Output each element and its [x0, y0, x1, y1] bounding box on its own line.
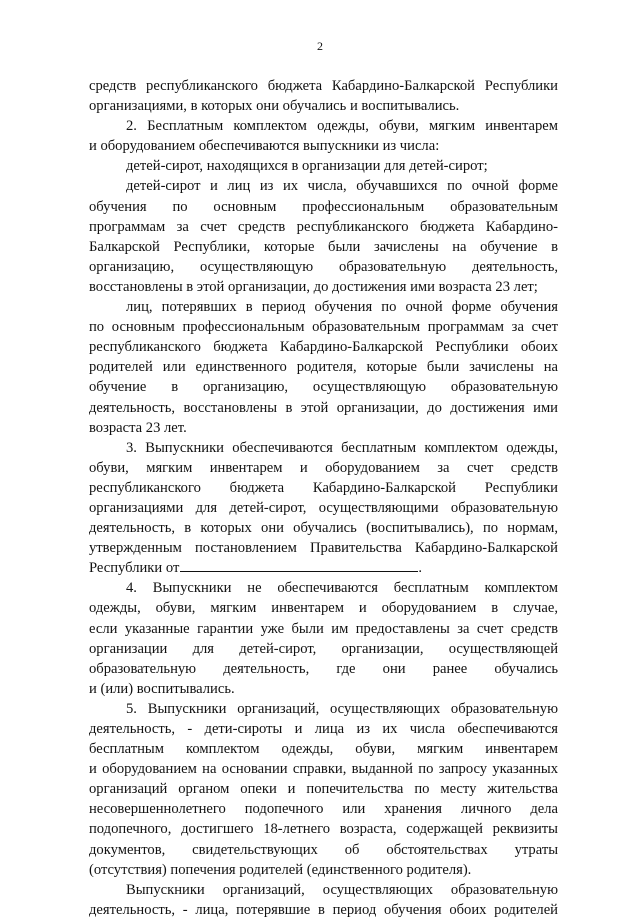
- text-fragment: Республики от: [89, 560, 180, 577]
- text-line: Выпускники организаций, осуществляющих образовательную: [126, 881, 558, 898]
- text-line: возраста 23 лет.: [89, 419, 187, 436]
- text-line: лиц, потерявших в период обучения по очной форме обучения: [126, 299, 558, 316]
- text-line: Балкарской Республики, которые были зачислены на обучение в: [89, 238, 558, 255]
- paragraph-graduates-lost-parents: [89, 880, 558, 920]
- text-line: 2. Бесплатным комплектом одежды, обуви, мягким инвентарем: [126, 118, 558, 135]
- text-line: детей-сирот и лиц из их числа, обучавшихся по очной форме: [126, 178, 558, 195]
- text-line: несовершеннолетнего подопечного или хранения личного дела: [89, 801, 558, 818]
- text-line: республиканского бюджета Кабардино-Балкарской Республики обоих: [89, 339, 558, 356]
- text-line: по основным профессиональным образовательным программам за счет: [89, 319, 558, 336]
- text-line: организацию, осуществляющую образовательную деятельность,: [89, 258, 558, 275]
- text-line: деятельность, в которых они обучались (воспитывались), по нормам,: [89, 520, 558, 537]
- text-line: 4. Выпускники не обеспечиваются бесплатным комплектом: [126, 580, 558, 597]
- text-line: деятельность, - дети-сироты и лица из их числа обеспечиваются: [89, 721, 558, 737]
- date-blank-line: [180, 558, 418, 572]
- paragraph-orphans-full-time-study: [89, 176, 558, 297]
- text-line: детей-сирот, находящихся в организации для детей-сирот;: [126, 158, 488, 175]
- text-line: организаций органом опеки и попечительства по месту жительства: [89, 781, 558, 798]
- paragraph-item-4: [89, 578, 558, 699]
- text-line: организациями для детей-сирот, осуществляющими образовательную: [89, 499, 558, 516]
- text-line: деятельность, - лица, потерявшие в период обучения обоих родителей: [89, 901, 558, 918]
- text-line: и оборудованием обеспечиваются выпускники из числа:: [89, 138, 440, 155]
- text-line: и оборудованием на основании справки, выданной по запросу указанных: [89, 761, 558, 778]
- paragraph-orphans-in-organization: [89, 156, 558, 176]
- text-line: образовательную деятельность, где они ранее обучались: [89, 660, 558, 677]
- text-line: одежды, обуви, мягким инвентарем и оборудованием в случае,: [89, 600, 558, 617]
- page-number: 2: [317, 39, 323, 53]
- text-line: обуви, мягким инвентарем и оборудованием за счет средств: [89, 459, 558, 476]
- text-line: средств республиканского бюджета Кабардино-Балкарской Республики: [89, 78, 558, 94]
- text-fragment: .: [418, 560, 422, 577]
- text-line: 3. Выпускники обеспечиваются бесплатным комплектом одежды,: [126, 439, 558, 456]
- text-line: документов, свидетельствующих об обстоятельствах утраты: [89, 841, 558, 858]
- text-line: обучения по основным профессиональным образовательным: [89, 198, 558, 215]
- text-line: республиканского бюджета Кабардино-Балкарской Республики: [89, 479, 558, 496]
- paragraph-continuation: [89, 76, 558, 116]
- paragraph-item-3: [89, 438, 558, 579]
- paragraph-item-5: [89, 699, 558, 880]
- text-line: восстановлены в этой организации, до достижения ими возраста 23 лет;: [89, 278, 538, 295]
- document-body: [89, 76, 558, 920]
- paragraph-persons-lost-parents: [89, 297, 558, 438]
- text-line-with-blank: [89, 558, 558, 578]
- paragraph-item-2: [89, 116, 558, 156]
- text-line: если указанные гарантии уже были им предоставлены за счет средств: [89, 620, 558, 637]
- text-line: подопечного, достигшего 18-летнего возраста, содержащей реквизиты: [89, 821, 558, 838]
- text-line: организациями, в которых они обучались и воспитывались.: [89, 98, 460, 115]
- text-line: и (или) воспитывались.: [89, 680, 235, 697]
- text-line: деятельность, восстановлены в этой организации, до достижения ими: [89, 399, 558, 416]
- text-line: бесплатным комплектом одежды, обуви, мягким инвентарем: [89, 741, 558, 758]
- text-line: родителей или единственного родителя, которые были зачислены на: [89, 359, 558, 376]
- text-line: программам за счет средств республиканского бюджета Кабардино-: [89, 218, 558, 235]
- text-line: организации для детей-сирот, организации, осуществляющей: [89, 640, 558, 657]
- text-line: 5. Выпускники организаций, осуществляющих образовательную: [126, 700, 558, 717]
- text-line: утвержденным постановлением Правительства Кабардино-Балкарской: [89, 540, 558, 557]
- text-line: обучение в организацию, осуществляющую образовательную: [89, 379, 558, 396]
- text-line: (отсутствия) попечения родителей (единственного родителя).: [89, 861, 472, 878]
